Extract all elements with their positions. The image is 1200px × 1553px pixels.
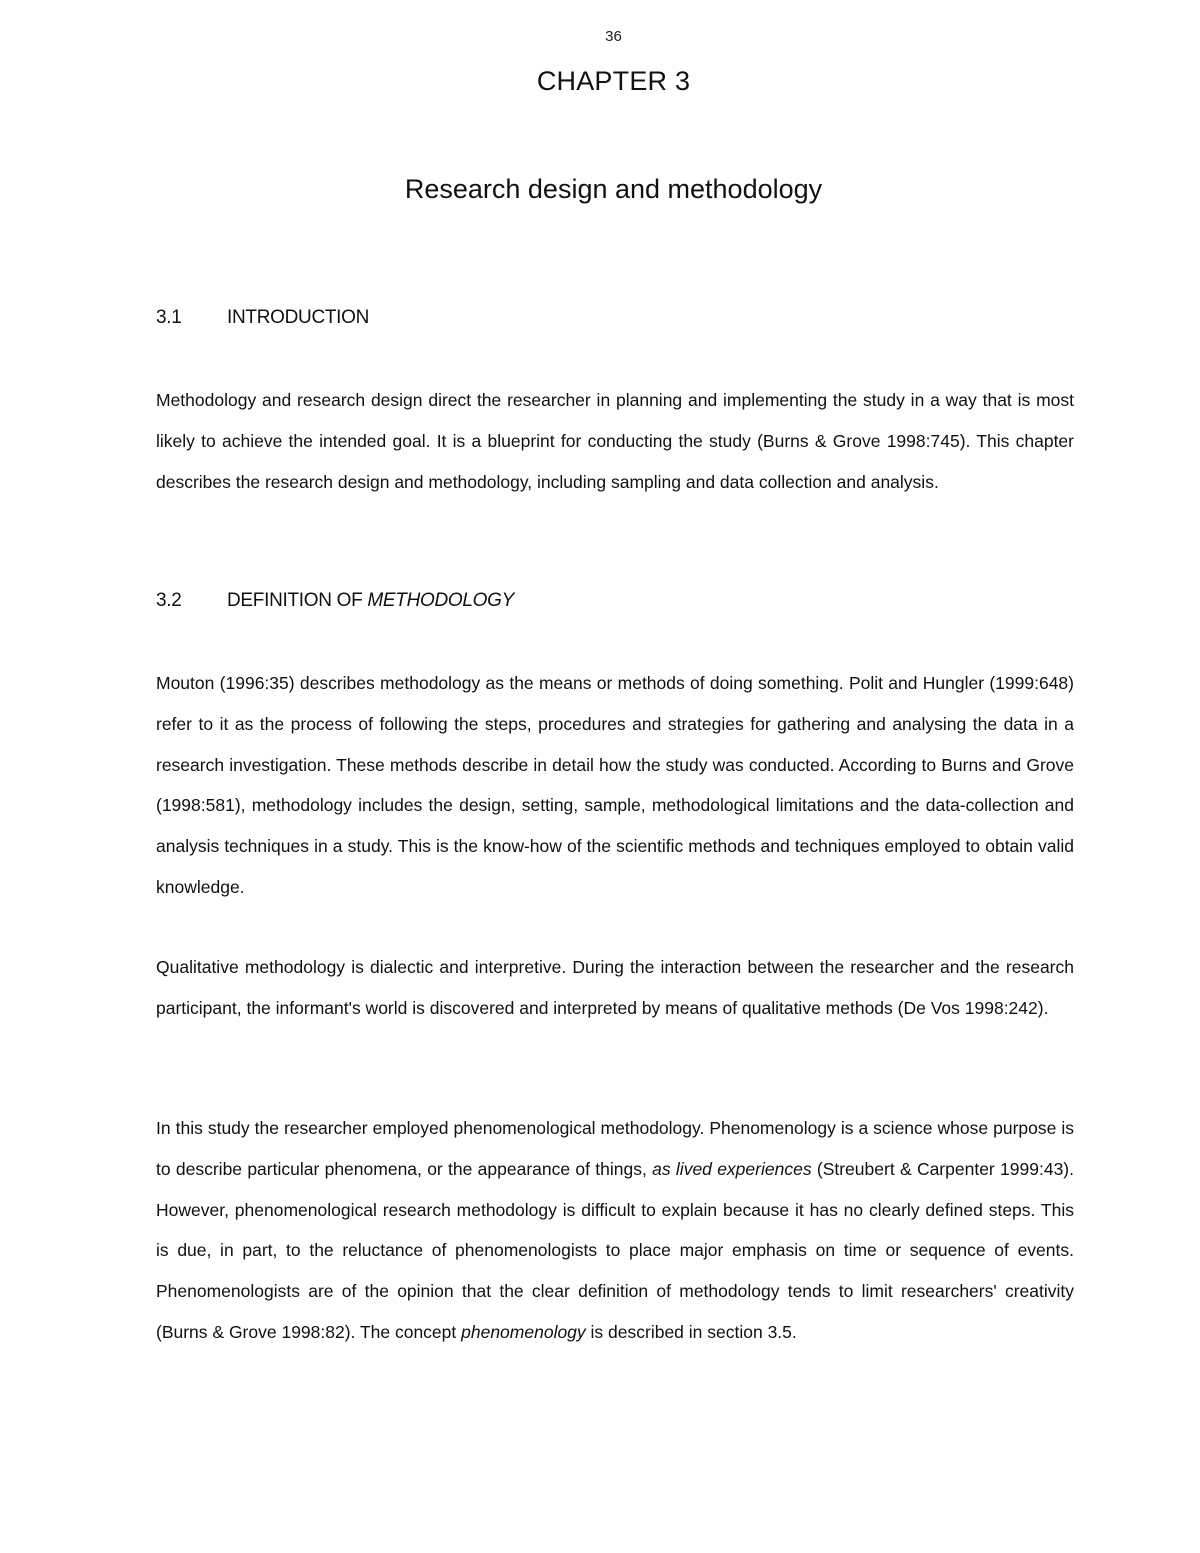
section-number: 3.1 [156,307,182,328]
chapter-label: CHAPTER 3 [536,66,691,96]
section-heading-3-1 [156,306,369,330]
emphasis-text: as lived experiences [652,1158,812,1179]
paragraph-introduction: Methodology and research design direct the researcher in planning and implementing the study in a way that is most likely to achieve the intended goal. It is a blueprint for conducting the study (Burns & Grove 1998:745). This chapter describes the research design and methodology, including sampling and data collection and analysis. [156,390,1074,492]
paragraph-text: is described in section 3.5. [585,1321,797,1342]
paragraph-qualitative-methodology: Qualitative methodology is dialectic and interpretive. During the interaction between the researcher and the research participant, the informant's world is discovered and interpreted by means of qualitative methods (De Vos 1998:242). [156,957,1074,1018]
paragraph-methodology-definition: Mouton (1996:35) describes methodology as the means or methods of doing something. Polit and Hungler (1999:648) refer to it as the process of following the steps, procedures and strategies for gathering and analysing the data in a research investigation. These methods describe in detail how the study was conducted. According to Burns and Grove (1998:581), methodology includes the design, setting, sample, methodological limitations and the data-collection and analysis techniques in a study. This is the know-how of the scientific methods and techniques employed to obtain valid knowledge. [156,673,1074,897]
paragraph-text: In this study the researcher employed phenomenological methodology. Phenomenology is a science whose purpose is to describe particular phenomena, or the appearance of things, [156,1118,1074,1179]
emphasis-text: phenomenology [461,1321,586,1342]
page-number: 36 [605,28,622,45]
section-heading-3-2 [156,589,514,613]
paragraph-text: (Streubert & Carpenter 1999:43). However, phenomenological research methodology is difficult to explain because it has no clearly defined steps. This is due, in part, to the reluctance of phenomenologists to place major emphasis on time or sequence of events. Phenomenologists are of the opinion that the clear definition of methodology tends to limit researchers' creativity (Burns & Grove 1998:82). The concept [156,1158,1075,1342]
chapter-title: Research design and methodology [404,174,823,204]
section-title-emphasis: METHODOLOGY [367,590,515,611]
paragraph-phenomenology [156,1108,1074,1353]
section-title: DEFINITION OF [227,590,368,611]
section-title: INTRODUCTION [227,307,370,328]
section-number: 3.2 [156,590,182,611]
